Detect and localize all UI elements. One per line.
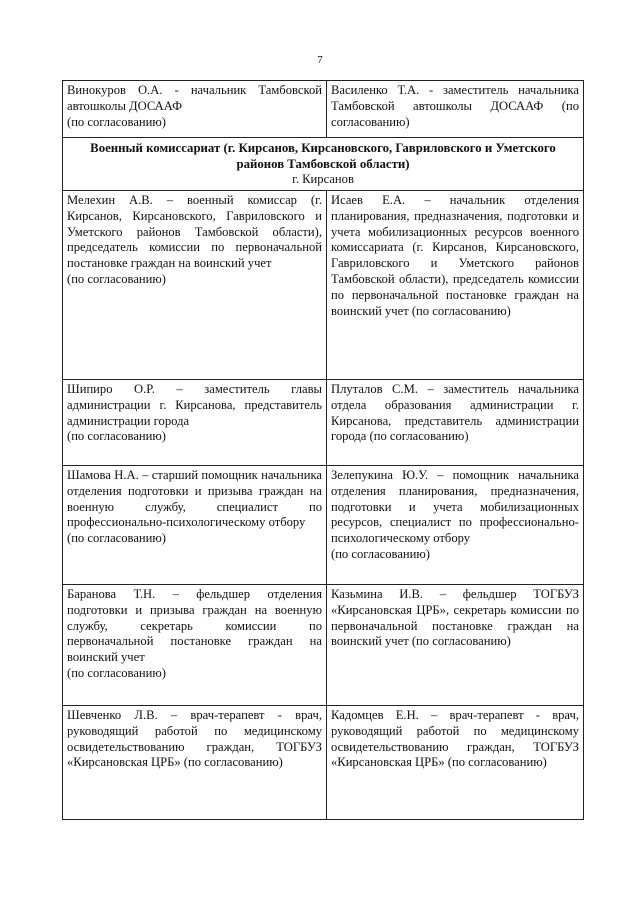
approval-note: (по согласованию) — [67, 665, 167, 680]
member-description: Плуталов С.М. – заместитель начальника отдела образования администрации г. Кирсанова, представитель администрации города (по согласованию) — [331, 382, 579, 444]
table-row — [63, 585, 584, 706]
member-description: Баранова Т.Н. – фельдшер отделения подготовки и призыва граждан на военную службу, секретарь комиссии по первоначальной постановке граждан на воинский учет — [67, 587, 322, 665]
member-cell-left — [63, 191, 327, 380]
member-description: Шипиро О.Р. – заместитель главы администрации г. Кирсанова, представитель администрации города — [67, 382, 322, 428]
member-cell-left — [63, 706, 327, 820]
approval-note: (по согласованию) — [67, 271, 167, 286]
member-description: Шамова Н.А. – старший помощник начальника отделения подготовки и призыва граждан на военную службу, специалист по профессионально-психологическому отбору — [67, 468, 322, 530]
member-cell-left — [63, 380, 327, 466]
member-description: Зелепукина Ю.У. – помощник начальника отделения планирования, предназначения, подготовки и учета мобилизационных ресурсов, специалист по профессионально-психологическому отбору — [331, 468, 579, 546]
member-cell-right — [327, 191, 584, 380]
approval-note: (по согласованию) — [67, 114, 167, 129]
member-cell-left — [63, 466, 327, 585]
member-cell-right — [327, 706, 584, 820]
table-row — [63, 81, 584, 138]
section-title: Военный комиссариат (г. Кирсанов, Кирсановского, Гавриловского и Уметского районов Тамбовской области) — [90, 141, 556, 171]
member-cell-right — [327, 380, 584, 466]
member-description: Мелехин А.В. – военный комиссар (г. Кирсанов, Кирсановского, Гавриловского и Уметского районов Тамбовской области), председатель комиссии по первоначальной постановке граждан на воинский учет — [67, 193, 322, 271]
section-header-row — [63, 138, 584, 191]
member-cell-right — [327, 81, 584, 138]
member-description: Кадомцев Е.Н. – врач-терапевт - врач, руководящий работой по медицинскому освидетельствованию граждан, ТОГБУЗ «Кирсановская ЦРБ» (по согласованию) — [331, 708, 579, 770]
table-row — [63, 706, 584, 820]
member-cell-left — [63, 81, 327, 138]
table-row — [63, 466, 584, 585]
section-header — [63, 138, 584, 191]
page-number: 7 — [317, 54, 323, 66]
member-description: Шевченко Л.В. – врач-терапевт - врач, руководящий работой по медицинскому освидетельствованию граждан, ТОГБУЗ «Кирсановская ЦРБ» (по согласованию) — [67, 708, 322, 770]
member-description: Исаев Е.А. – начальник отделения планирования, предназначения, подготовки и учета мобилизационных ресурсов военного комиссариата (г. Кирсанов, Кирсановского, Гавриловского и Уметского районов Тамбовской области), председатель комиссии по первоначальной постановке граждан на воинский учет (по согласованию) — [331, 193, 579, 318]
table-row — [63, 380, 584, 466]
section-subtitle: г. Кирсанов — [292, 172, 354, 186]
member-description: Казьмина И.В. – фельдшер ТОГБУЗ «Кирсановская ЦРБ», секретарь комиссии по первоначальной постановке граждан на воинский учет (по согласованию) — [331, 587, 579, 649]
commission-composition-table — [62, 80, 584, 820]
table-row — [63, 191, 584, 380]
approval-note: (по согласованию) — [67, 531, 167, 546]
member-cell-right — [327, 466, 584, 585]
member-cell-right — [327, 585, 584, 706]
member-cell-left — [63, 585, 327, 706]
member-description: Винокуров О.А. - начальник Тамбовской автошколы ДОСААФ — [67, 83, 322, 113]
member-description: Василенко Т.А. - заместитель начальника Тамбовской автошколы ДОСААФ (по согласованию) — [331, 83, 579, 129]
approval-note: (по согласованию) — [67, 429, 167, 444]
approval-note: (по согласованию) — [331, 546, 431, 561]
